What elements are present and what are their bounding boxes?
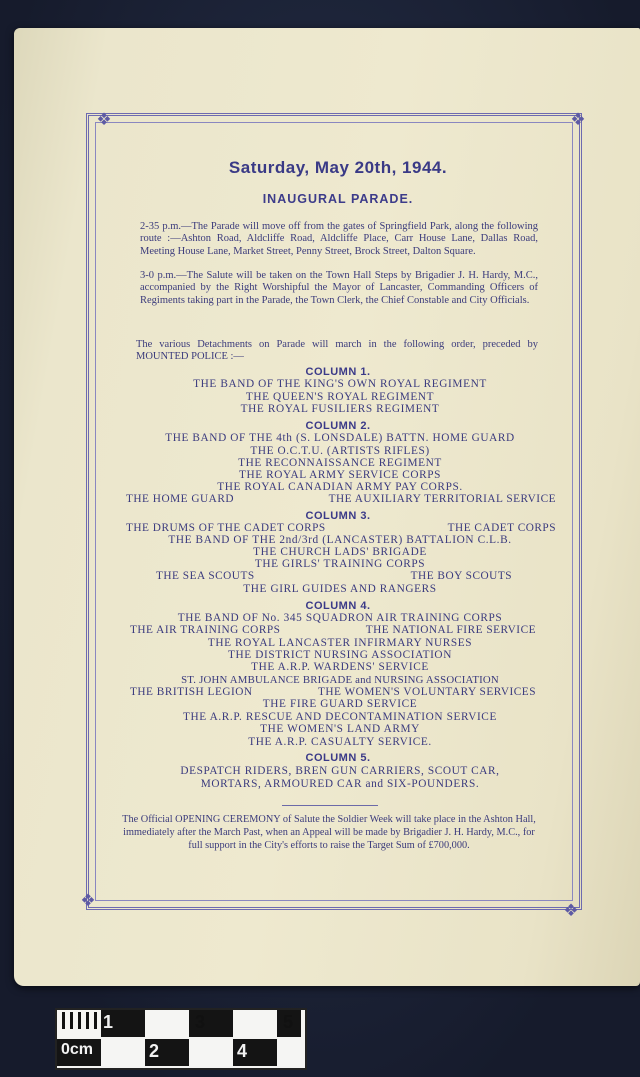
column-5-heading: COLUMN 5.: [305, 752, 371, 764]
list-item: THE WOMEN'S VOLUNTARY SERVICES: [317, 686, 536, 698]
list-item: THE ROYAL CANADIAN ARMY PAY CORPS.: [217, 481, 463, 493]
section-heading: INAUGURAL PARADE.: [262, 192, 414, 206]
corner-ornament-icon: ❖: [80, 891, 96, 910]
list-item: THE BRITISH LEGION: [130, 686, 253, 698]
scale-label: 5: [283, 1012, 294, 1032]
scale-label: 4: [237, 1041, 248, 1061]
list-item: THE O.C.T.U. (ARTISTS RIFLES): [250, 445, 430, 457]
list-item: THE A.R.P. CASUALTY SERVICE.: [248, 736, 432, 748]
list-item: THE ROYAL FUSILIERS REGIMENT: [240, 403, 440, 415]
list-item: MORTARS, ARMOURED CAR and SIX-POUNDERS.: [200, 778, 480, 790]
column-1-heading: COLUMN 1.: [305, 366, 371, 378]
scale-label: 0cm: [61, 1041, 94, 1058]
scale-label: 1: [103, 1012, 114, 1032]
list-item: THE BAND OF No. 345 SQUADRON AIR TRAINING CORPS: [177, 612, 503, 624]
list-item: THE A.R.P. WARDENS' SERVICE: [251, 661, 429, 673]
corner-ornament-icon: ❖: [96, 110, 112, 129]
list-item: THE A.R.P. RESCUE AND DECONTAMINATION SERVICE: [183, 711, 497, 723]
corner-ornament-icon: ❖: [563, 901, 579, 920]
list-item: THE BAND OF THE 2nd/3rd (LANCASTER) BATTALION C.L.B.: [168, 534, 512, 546]
list-item: THE DISTRICT NURSING ASSOCIATION: [228, 649, 452, 661]
list-item: THE WOMEN'S LAND ARMY: [260, 723, 420, 735]
list-item: THE BAND OF THE 4th (S. LONSDALE) BATTN. HOME GUARD: [165, 432, 515, 444]
list-item: THE CADET CORPS: [447, 522, 556, 534]
list-item: THE GIRL GUIDES AND RANGERS: [243, 583, 437, 595]
list-item: THE QUEEN'S ROYAL REGIMENT: [245, 391, 435, 403]
column-3-heading: COLUMN 3.: [305, 510, 371, 522]
scale-label: 3: [195, 1012, 206, 1032]
list-item: THE BOY SCOUTS: [410, 570, 512, 582]
scale-label: 2: [149, 1041, 160, 1061]
list-item: THE HOME GUARD: [126, 493, 235, 505]
schedule-item-1: 2-35 p.m.—The Parade will move off from the gates of Springfield Park, along the following route :—Ashton Road, Aldcliffe Road, Aldcliffe Place, Carr House Lane, Dallas Road, Meeting House Lane, Market Street, Penny Street, Brock Street, Dalton Square.: [140, 221, 538, 257]
list-item: THE RECONNAISSANCE REGIMENT: [238, 457, 442, 469]
list-item: THE AIR TRAINING CORPS: [130, 624, 281, 636]
list-item: THE NATIONAL FIRE SERVICE: [365, 624, 536, 636]
page-title: Saturday, May 20th, 1944.: [228, 158, 448, 177]
closing-paragraph: The Official OPENING CEREMONY of Salute the Soldier Week will take place in the Ashton Hall, immediately after the March Past, when an Appeal will be made by Brigadier J. H. Hardy, M.C., for full support in the City's efforts to raise the Target Sum of £700,000.: [122, 814, 536, 851]
list-item: DESPATCH RIDERS, BREN GUN CARRIERS, SCOUT CAR,: [180, 765, 500, 777]
column-2-heading: COLUMN 2.: [305, 420, 371, 432]
order-intro: The various Detachments on Parade will march in the following order, preceded by MOUNTED POLICE :—: [136, 339, 538, 363]
list-item: THE AUXILIARY TERRITORIAL SERVICE: [328, 493, 556, 505]
list-item: THE FIRE GUARD SERVICE: [262, 698, 418, 710]
list-item: THE DRUMS OF THE CADET CORPS: [126, 522, 326, 534]
list-item: THE GIRLS' TRAINING CORPS: [254, 558, 426, 570]
column-4-heading: COLUMN 4.: [305, 600, 371, 612]
list-item: THE ROYAL LANCASTER INFIRMARY NURSES: [207, 637, 473, 649]
list-item: THE SEA SCOUTS: [156, 570, 255, 582]
list-item: THE ROYAL ARMY SERVICE CORPS: [238, 469, 442, 481]
schedule-item-2: 3-0 p.m.—The Salute will be taken on the Town Hall Steps by Brigadier J. H. Hardy, M.C., accompanied by the Right Worshipful the Mayor of Lancaster, Commanding Officers of Regiments taking part in the Parade, the Town Clerk, the Chief Constable and City Officials.: [140, 270, 538, 306]
list-item: ST. JOHN AMBULANCE BRIGADE and NURSING ASSOCIATION: [181, 674, 499, 686]
measurement-scale-bar: [55, 1008, 307, 1070]
corner-ornament-icon: ❖: [570, 110, 586, 129]
divider: [282, 805, 378, 806]
list-item: THE BAND OF THE KING'S OWN ROYAL REGIMENT: [193, 378, 487, 390]
list-item: THE CHURCH LADS' BRIGADE: [253, 546, 427, 558]
